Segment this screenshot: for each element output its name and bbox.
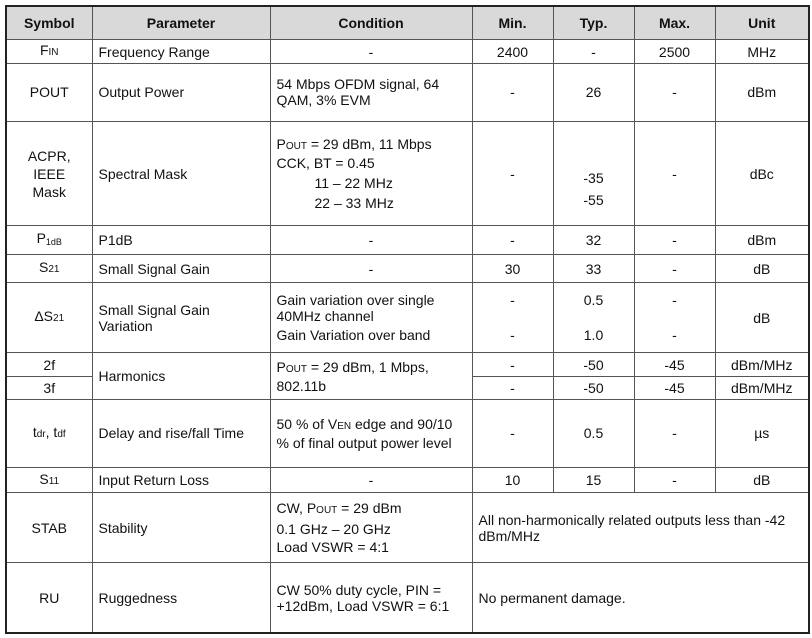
condition-main: P	[276, 136, 286, 153]
cell-min: 2400	[472, 40, 553, 63]
cell-condition: -	[270, 254, 472, 283]
condition-2: Gain Variation over band	[276, 327, 431, 344]
condition-sub: OUT	[285, 363, 307, 375]
header-symbol: Symbol	[6, 6, 92, 40]
cell-typ	[553, 283, 634, 353]
cell-min: -	[472, 63, 553, 121]
table-row	[6, 467, 809, 492]
cell-symbol	[6, 40, 92, 63]
cell-max: -45	[634, 353, 715, 376]
cell-condition: CW 50% duty cycle, PIN = +12dBm, Load VSWR = 6:1	[270, 563, 472, 633]
cell-parameter: Harmonics	[92, 353, 270, 400]
condition-line-1-sub: OUT	[316, 505, 338, 517]
cell-max: -	[634, 226, 715, 255]
condition-line-1	[277, 500, 466, 519]
symbol-main: P	[36, 229, 46, 246]
cell-symbol	[6, 226, 92, 255]
typ-1: 0.5	[583, 292, 604, 309]
cell-parameter: Frequency Range	[92, 40, 270, 63]
cell-max: -	[634, 63, 715, 121]
range-2: 22 – 33 MHz	[314, 195, 394, 212]
cell-typ: -50	[553, 353, 634, 376]
cell-unit: dB	[715, 254, 809, 283]
cell-min: -	[472, 353, 553, 376]
symbol-main: ΔS	[34, 308, 54, 325]
table-row	[6, 353, 809, 376]
cell-typ: 0.5	[553, 400, 634, 468]
cell-symbol	[6, 400, 92, 468]
typ-2: 1.0	[583, 327, 604, 344]
max-2: -	[672, 327, 677, 344]
table-row	[6, 63, 809, 121]
cell-unit: dBm/MHz	[715, 376, 809, 399]
header-max: Max.	[634, 6, 715, 40]
cell-typ: 33	[553, 254, 634, 283]
cell-condition: 54 Mbps OFDM signal, 64 QAM, 3% EVM	[270, 63, 472, 121]
cell-condition: -	[270, 467, 472, 492]
table-row	[6, 563, 809, 633]
cell-max: -	[634, 467, 715, 492]
spec-table	[5, 5, 810, 634]
condition-rest: = 29 dBm, 11 Mbps CCK, BT = 0.45	[276, 136, 432, 172]
cell-symbol: STAB	[6, 493, 92, 563]
cell-condition	[270, 122, 472, 226]
cell-min: -	[472, 376, 553, 399]
condition-pre: 50 % of V	[276, 415, 338, 432]
cell-min: -	[472, 400, 553, 468]
cell-parameter: Small Signal Gain Variation	[92, 283, 270, 353]
table-row	[6, 400, 809, 468]
cell-symbol	[6, 467, 92, 492]
condition-line-3: Load VSWR = 4:1	[276, 539, 389, 556]
header-row	[6, 6, 809, 40]
cell-condition	[270, 400, 472, 468]
cell-symbol: 3f	[6, 376, 92, 399]
cell-condition	[270, 493, 472, 563]
header-unit: Unit	[715, 6, 809, 40]
cell-typ: -	[553, 40, 634, 63]
condition-text	[277, 136, 466, 171]
cell-min	[472, 283, 553, 353]
cell-typ: -50	[553, 376, 634, 399]
cell-result: All non-harmonically related outputs less than -42 dBm/MHz	[472, 493, 809, 563]
cell-min: -	[472, 226, 553, 255]
cell-typ: 15	[553, 467, 634, 492]
cell-parameter: Spectral Mask	[92, 122, 270, 226]
condition-line-2: 0.1 GHz – 20 GHz	[276, 521, 391, 538]
cell-parameter: Output Power	[92, 63, 270, 121]
range-1: 11 – 22 MHz	[314, 175, 393, 192]
cell-symbol	[6, 283, 92, 353]
header-parameter: Parameter	[92, 6, 270, 40]
symbol-sub: 11	[48, 475, 60, 487]
typ-1: -35	[583, 169, 604, 186]
table-row	[6, 254, 809, 283]
table-row	[6, 40, 809, 63]
symbol-line-3: Mask	[32, 183, 66, 200]
cell-typ: 32	[553, 226, 634, 255]
cell-max	[634, 283, 715, 353]
cell-symbol: POUT	[6, 63, 92, 121]
cell-condition	[270, 353, 472, 400]
cell-parameter: Input Return Loss	[92, 467, 270, 492]
condition-rest: = 29 dBm, 1 Mbps, 802.11b	[276, 358, 429, 394]
condition-line-1-main: CW, P	[276, 500, 317, 517]
cell-min: 10	[472, 467, 553, 492]
min-1: -	[510, 292, 515, 309]
cell-symbol	[6, 254, 92, 283]
typ-2: -55	[583, 191, 604, 208]
table-row	[6, 283, 809, 353]
symbol-line-2: IEEE	[33, 165, 66, 182]
symbol-sub: IN	[48, 47, 59, 59]
cell-unit: dBm	[715, 63, 809, 121]
symbol-main: S	[39, 470, 49, 487]
header-typ: Typ.	[553, 6, 634, 40]
symbol-sub: 1dB	[45, 236, 62, 247]
cell-condition: -	[270, 226, 472, 255]
table-row	[6, 493, 809, 563]
symbol-a-sub: dr	[36, 428, 46, 440]
max-1: -	[672, 292, 677, 309]
condition-sub: OUT	[285, 141, 307, 153]
condition-line-1-rest: = 29 dBm	[337, 500, 402, 517]
symbol-main: F	[39, 42, 49, 59]
symbol-a: t	[32, 423, 37, 440]
cell-parameter: Stability	[92, 493, 270, 563]
cell-max: -45	[634, 376, 715, 399]
cell-unit: µs	[715, 400, 809, 468]
symbol-main: S	[39, 259, 49, 276]
cell-symbol: 2f	[6, 353, 92, 376]
condition-sub: EN	[337, 420, 352, 432]
cell-typ	[553, 122, 634, 226]
condition-rest: edge and 90/10 % of final output power level	[276, 415, 453, 451]
symbol-sep: ,	[45, 423, 54, 440]
cell-condition: -	[270, 40, 472, 63]
table-row	[6, 226, 809, 255]
min-2: -	[510, 327, 515, 344]
symbol-sub: 21	[48, 264, 60, 276]
cell-parameter: Ruggedness	[92, 563, 270, 633]
cell-condition	[270, 283, 472, 353]
cell-parameter: Small Signal Gain	[92, 254, 270, 283]
header-condition: Condition	[270, 6, 472, 40]
cell-result: No permanent damage.	[472, 563, 809, 633]
cell-min: -	[472, 122, 553, 226]
table-row	[6, 122, 809, 226]
condition-1: Gain variation over single 40MHz channel	[276, 292, 435, 325]
cell-unit: dB	[715, 467, 809, 492]
cell-max: 2500	[634, 40, 715, 63]
cell-max: -	[634, 254, 715, 283]
symbol-b-sub: df	[57, 428, 66, 440]
cell-typ: 26	[553, 63, 634, 121]
condition-main: P	[276, 358, 286, 375]
cell-unit: dBm	[715, 226, 809, 255]
cell-min: 30	[472, 254, 553, 283]
cell-unit: MHz	[715, 40, 809, 63]
cell-unit: dBc	[715, 122, 809, 226]
symbol-b: t	[53, 423, 58, 440]
cell-parameter: P1dB	[92, 226, 270, 255]
symbol-line-1: ACPR,	[27, 147, 71, 164]
cell-parameter: Delay and rise/fall Time	[92, 400, 270, 468]
cell-symbol: RU	[6, 563, 92, 633]
cell-symbol	[6, 122, 92, 226]
cell-max: -	[634, 400, 715, 468]
symbol-sub: 21	[53, 313, 65, 325]
cell-max: -	[634, 122, 715, 226]
cell-unit: dBm/MHz	[715, 353, 809, 376]
header-min: Min.	[472, 6, 553, 40]
cell-unit: dB	[715, 283, 809, 353]
